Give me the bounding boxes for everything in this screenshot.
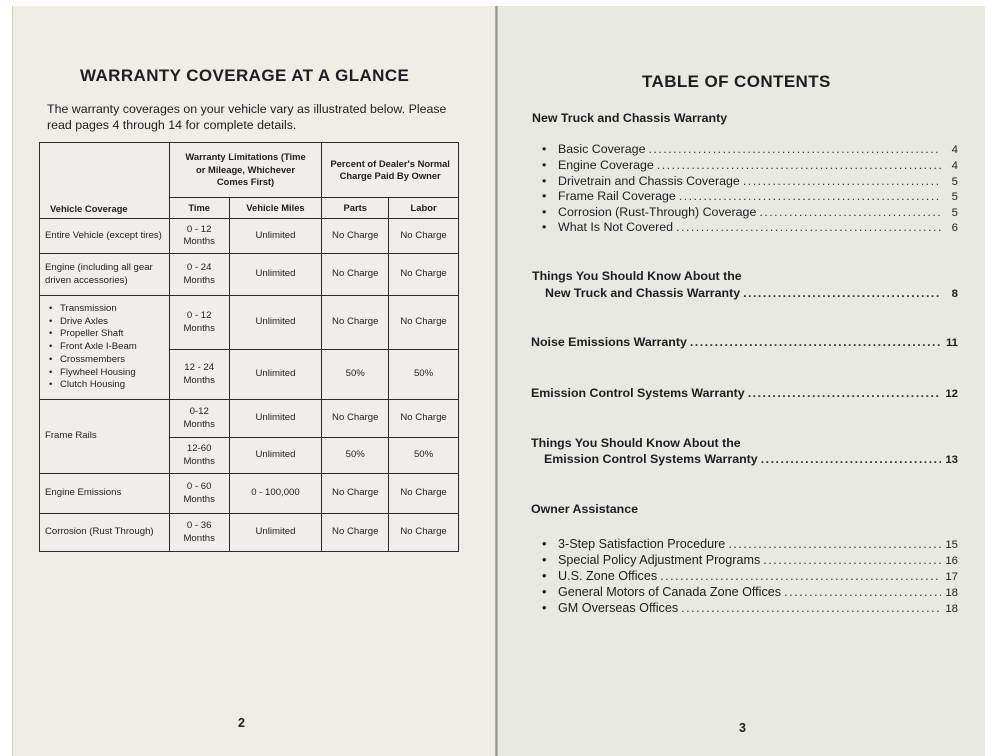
- toc-entry-page: 15: [945, 539, 958, 551]
- toc-title: TABLE OF CONTENTS: [642, 72, 831, 91]
- toc-entry-label: 3-Step Satisfaction Procedure: [558, 537, 726, 551]
- toc-entry[interactable]: [542, 537, 958, 551]
- bullet: •: [542, 569, 547, 583]
- dot-leader: [657, 158, 941, 172]
- parts-cell: No Charge: [322, 219, 389, 254]
- time-cell: 0 - 12 Months: [169, 296, 229, 350]
- toc-entry-page: 5: [951, 176, 958, 188]
- toc-entry-label: Frame Rail Coverage: [558, 189, 676, 203]
- toc-entry-label: GM Overseas Offices: [558, 601, 679, 615]
- toc-entry[interactable]: [544, 452, 958, 466]
- labor-cell: 50%: [389, 350, 459, 400]
- time-cell: 0 - 36 Months: [169, 514, 229, 552]
- toc-entry[interactable]: [542, 142, 958, 156]
- list-item: • Propeller Shaft: [49, 328, 166, 341]
- toc-entry-label: Emission Control Systems Warranty: [531, 386, 745, 400]
- toc-entry-label: Drivetrain and Chassis Coverage: [558, 174, 740, 188]
- time-cell: 0-12 Months: [169, 400, 229, 438]
- dot-leader: [648, 142, 941, 156]
- list-item: • Clutch Housing: [49, 379, 166, 392]
- toc-entry[interactable]: [542, 220, 958, 234]
- time-cell: 12 - 24 Months: [169, 350, 229, 400]
- toc-entry-page: 16: [945, 555, 958, 567]
- bullet: •: [542, 205, 547, 219]
- book-spine: [495, 6, 498, 756]
- miles-cell: Unlimited: [229, 400, 322, 438]
- vehicle-miles-header: Vehicle Miles: [229, 198, 322, 219]
- time-header: Time: [169, 198, 229, 219]
- toc-entry-label: Emission Control Systems Warranty: [544, 452, 758, 466]
- percent-charge-header: Percent of Dealer's Normal Charge Paid By Owner: [322, 143, 459, 198]
- drivetrain-list: [45, 303, 166, 393]
- labor-cell: No Charge: [389, 296, 459, 350]
- toc-entry[interactable]: [531, 335, 958, 349]
- miles-cell: 0 - 100,000: [229, 474, 322, 514]
- toc-entry[interactable]: [542, 189, 958, 203]
- toc-section-things-2: Things You Should Know About the: [531, 436, 741, 450]
- miles-cell: Unlimited: [229, 254, 322, 296]
- dot-leader: [763, 553, 941, 567]
- table-row: [40, 400, 459, 438]
- toc-entry-page: 17: [945, 571, 958, 583]
- coverage-cell: Engine Emissions: [40, 474, 170, 514]
- list-item: • Flywheel Housing: [49, 367, 166, 380]
- toc-entry-page: 13: [945, 454, 958, 466]
- warranty-table: [39, 142, 459, 552]
- time-cell: 0 - 60 Months: [169, 474, 229, 514]
- toc-entry-page: 5: [951, 191, 958, 203]
- toc-entry-page: 18: [945, 587, 958, 599]
- bullet: •: [542, 189, 547, 203]
- bullet: •: [542, 142, 547, 156]
- miles-cell: Unlimited: [229, 296, 322, 350]
- toc-entry-label: General Motors of Canada Zone Offices: [558, 585, 782, 599]
- coverage-cell: Engine (including all gear driven accessories): [40, 254, 170, 296]
- toc-entry-label: Engine Coverage: [558, 158, 654, 172]
- list-item: • Front Axle I-Beam: [49, 341, 166, 354]
- list-item: • Transmission: [49, 303, 166, 316]
- parts-cell: No Charge: [322, 514, 389, 552]
- toc-entry[interactable]: [542, 601, 958, 615]
- bullet: •: [542, 585, 547, 599]
- labor-cell: 50%: [389, 438, 459, 474]
- parts-cell: No Charge: [322, 254, 389, 296]
- dot-leader: [784, 585, 941, 599]
- miles-cell: Unlimited: [229, 514, 322, 552]
- toc-section-owner-assistance: Owner Assistance: [531, 502, 638, 516]
- coverage-cell: Frame Rails: [40, 400, 170, 474]
- vehicle-coverage-header: Vehicle Coverage: [40, 143, 170, 219]
- labor-cell: No Charge: [389, 474, 459, 514]
- drivetrain-coverage-cell: [40, 296, 170, 400]
- parts-header: Parts: [322, 198, 389, 219]
- miles-cell: Unlimited: [229, 438, 322, 474]
- toc-entry-label: Basic Coverage: [558, 142, 646, 156]
- bullet: •: [542, 553, 547, 567]
- labor-cell: No Charge: [389, 254, 459, 296]
- dot-leader: [690, 335, 941, 349]
- dot-leader: [759, 205, 941, 219]
- table-row: [40, 296, 459, 350]
- toc-entry-page: 11: [945, 337, 958, 349]
- parts-cell: No Charge: [322, 400, 389, 438]
- table-row: [40, 514, 459, 552]
- toc-entry-label: U.S. Zone Offices: [558, 569, 658, 583]
- bullet: •: [542, 174, 547, 188]
- dot-leader: [748, 386, 941, 400]
- toc-entry[interactable]: [542, 205, 958, 219]
- dot-leader: [743, 286, 941, 300]
- toc-entry-label: What Is Not Covered: [558, 220, 674, 234]
- time-cell: 0 - 24 Months: [169, 254, 229, 296]
- toc-entry-label: Corrosion (Rust-Through) Coverage: [558, 205, 757, 219]
- dot-leader: [681, 601, 941, 615]
- dot-leader: [728, 537, 941, 551]
- list-item: • Drive Axles: [49, 316, 166, 329]
- toc-entry[interactable]: [545, 286, 958, 300]
- parts-cell: 50%: [322, 438, 389, 474]
- warranty-limitations-header: Warranty Limitations (Time or Mileage, Whichever Comes First): [169, 143, 322, 198]
- bullet: •: [542, 220, 547, 234]
- toc-entry[interactable]: [542, 174, 958, 188]
- toc-entry-label: Noise Emissions Warranty: [531, 335, 687, 349]
- coverage-cell: Entire Vehicle (except tires): [40, 219, 170, 254]
- toc-entry-label: New Truck and Chassis Warranty: [545, 286, 741, 300]
- time-cell: 12-60 Months: [169, 438, 229, 474]
- table-row: [40, 254, 459, 296]
- table-row: [40, 219, 459, 254]
- warranty-intro: The warranty coverages on your vehicle vary as illustrated below. Please read pages 4 through 14 for complete details.: [47, 102, 447, 132]
- left-page-number: 2: [238, 716, 245, 730]
- warranty-title: WARRANTY COVERAGE AT A GLANCE: [80, 66, 410, 85]
- toc-entry-page: 4: [951, 144, 958, 156]
- toc-entry-page: 5: [951, 207, 958, 219]
- parts-cell: 50%: [322, 350, 389, 400]
- labor-cell: No Charge: [389, 514, 459, 552]
- dot-leader: [679, 189, 941, 203]
- dot-leader: [761, 452, 941, 466]
- miles-cell: Unlimited: [229, 219, 322, 254]
- time-cell: 0 - 12 Months: [169, 219, 229, 254]
- toc-section-things-1: Things You Should Know About the: [532, 269, 742, 283]
- toc-entry[interactable]: [542, 553, 958, 567]
- labor-cell: No Charge: [389, 400, 459, 438]
- bullet: •: [542, 537, 547, 551]
- toc-entry[interactable]: [531, 386, 958, 400]
- dot-leader: [660, 569, 941, 583]
- labor-cell: No Charge: [389, 219, 459, 254]
- bullet: •: [542, 158, 547, 172]
- dot-leader: [743, 174, 941, 188]
- toc-entry-page: 12: [945, 388, 958, 400]
- labor-header: Labor: [389, 198, 459, 219]
- toc-entry[interactable]: [542, 585, 958, 599]
- list-item: • Crossmembers: [49, 354, 166, 367]
- miles-cell: Unlimited: [229, 350, 322, 400]
- coverage-cell: Corrosion (Rust Through): [40, 514, 170, 552]
- toc-section-new-truck: New Truck and Chassis Warranty: [532, 111, 728, 125]
- toc-entry[interactable]: [542, 158, 958, 172]
- bullet: •: [542, 601, 547, 615]
- toc-entry-page: 18: [945, 603, 958, 615]
- table-row: [40, 474, 459, 514]
- toc-entry-page: 4: [951, 160, 958, 172]
- dot-leader: [676, 220, 941, 234]
- toc-entry-page: 6: [951, 222, 958, 234]
- toc-entry-page: 8: [951, 288, 958, 300]
- parts-cell: No Charge: [322, 296, 389, 350]
- toc-entry-label: Special Policy Adjustment Programs: [558, 553, 761, 567]
- parts-cell: No Charge: [322, 474, 389, 514]
- toc-entry[interactable]: [542, 569, 958, 583]
- right-page-number: 3: [739, 721, 746, 735]
